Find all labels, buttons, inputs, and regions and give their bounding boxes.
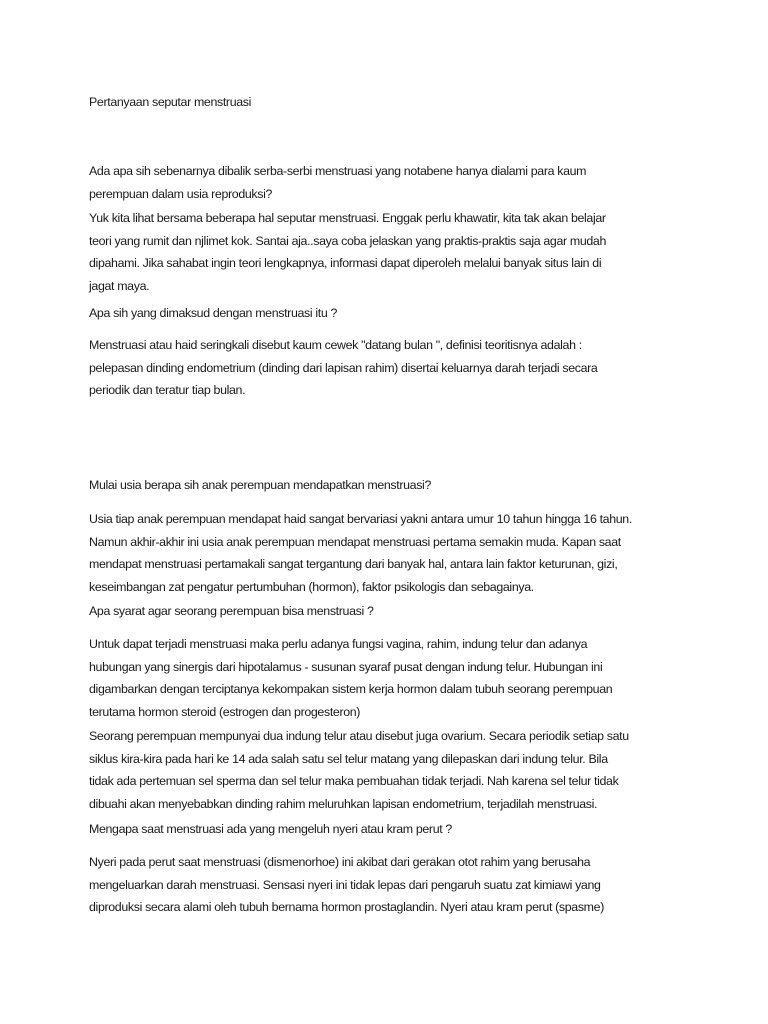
- text-line: diproduksi secara alami oleh tubuh bernama hormon prostaglandin. Nyeri atau kram perut (spasme): [89, 900, 604, 914]
- paragraph: [89, 334, 709, 402]
- text-line: Nyeri pada perut saat menstruasi (dismenorhoe) ini akibat dari gerakan otot rahim yang berusaha: [89, 855, 591, 869]
- text-line: Usia tiap anak perempuan mendapat haid sangat bervariasi yakni antara umur 10 tahun hingga 16 tahun.: [89, 512, 632, 526]
- question-heading: [89, 818, 709, 841]
- paragraph: [89, 207, 709, 297]
- text-line: mengeluarkan darah menstruasi. Sensasi nyeri ini tidak lepas dari pengaruh suatu zat kimiawi yang: [89, 877, 601, 892]
- text-line: terutama hormon steroid (estrogen dan progesteron): [89, 704, 361, 719]
- paragraph: [89, 633, 709, 723]
- text-line: Namun akhir-akhir ini usia anak perempuan mendapat menstruasi pertama semakin muda. Kapan saat: [89, 534, 621, 549]
- text-line: hubungan yang sinergis dari hipotalamus - susunan syaraf pusat dengan indung telur. Hubungan ini: [89, 659, 603, 674]
- text-line: jagat maya.: [89, 278, 150, 293]
- text-line: mendapat menstruasi pertamakali sangat tergantung dari banyak hal, antara lain faktor keturunan, gizi,: [89, 557, 618, 571]
- question-heading: [89, 600, 709, 623]
- text-line: Menstruasi atau haid seringkali disebut kaum cewek "datang bulan ", definisi teoritisnya adalah :: [89, 338, 582, 352]
- text-line: keseimbangan zat pengatur pertumbuhan (hormon), faktor psikologis dan sebagainya.: [89, 579, 534, 594]
- paragraph: [89, 508, 709, 598]
- text-line: siklus kira-kira pada hari ke 14 ada salah satu sel telur matang yang dilepaskan dari indung telur. Bila: [89, 751, 608, 766]
- text-line: dipahami. Jika sahabat ingin teori lengkapnya, informasi dapat diperoleh melalui banyak situs lain di: [89, 256, 602, 270]
- text-line: digambarkan dengan terciptanya kekompakan sistem kerja hormon dalam tubuh seorang perempuan: [89, 682, 613, 696]
- text-line: pelepasan dinding endometrium (dinding dari lapisan rahim) disertai keluarnya darah terjadi secara: [89, 360, 598, 375]
- text-line: Ada apa sih sebenarnya dibalik serba-serbi menstruasi yang notabene hanya dialami para kaum: [89, 164, 587, 178]
- text-line: perempuan dalam usia reproduksi?: [89, 186, 273, 201]
- paragraph: [89, 851, 709, 919]
- text-line: Mulai usia berapa sih anak perempuan mendapatkan menstruasi?: [89, 478, 431, 492]
- text-line: tidak ada pertemuan sel sperma dan sel telur maka pembuahan tidak terjadi. Nah karena sel telur tidak: [89, 774, 619, 788]
- title-text: Pertanyaan seputar menstruasi: [89, 95, 252, 109]
- question-heading: [89, 302, 709, 325]
- paragraph: [89, 160, 709, 205]
- text-line: Mengapa saat menstruasi ada yang mengeluh nyeri atau kram perut ?: [89, 822, 452, 836]
- text-line: Apa syarat agar seorang perempuan bisa menstruasi ?: [89, 604, 374, 618]
- text-line: Yuk kita lihat bersama beberapa hal seputar menstruasi. Enggak perlu khawatir, kita tak akan belajar: [89, 211, 606, 225]
- text-line: periodik dan teratur tiap bulan.: [89, 383, 246, 397]
- text-line: teori yang rumit dan njlimet kok. Santai aja..saya coba jelaskan yang praktis-praktis saja agar mudah: [89, 233, 607, 248]
- text-line: Untuk dapat terjadi menstruasi maka perlu adanya fungsi vagina, rahim, indung telur dan adanya: [89, 637, 588, 651]
- document-title: [89, 91, 709, 114]
- question-heading: [89, 474, 709, 497]
- text-line: dibuahi akan menyebabkan dinding rahim meluruhkan lapisan endometrium, terjadilah menstruasi.: [89, 796, 598, 811]
- text-line: Seorang perempuan mempunyai dua indung telur atau disebut juga ovarium. Secara periodik setiap satu: [89, 729, 629, 743]
- paragraph: [89, 725, 709, 815]
- text-line: Apa sih yang dimaksud dengan menstruasi itu ?: [89, 306, 338, 320]
